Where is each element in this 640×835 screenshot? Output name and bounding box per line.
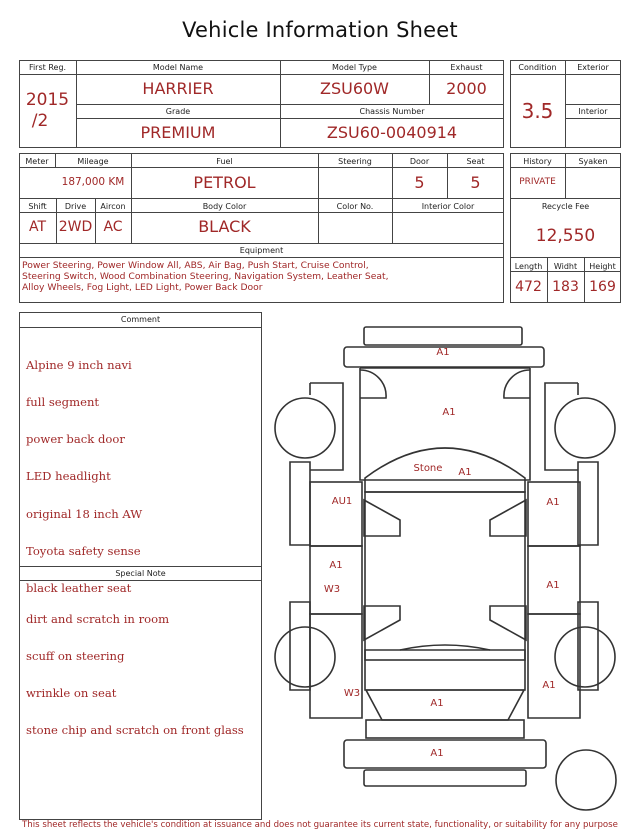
door-value: 5 <box>414 173 425 192</box>
condition-label: Condition <box>518 63 557 72</box>
comment-line: original 18 inch AW <box>26 506 143 521</box>
mileage-value: 187,000 KM <box>61 176 125 188</box>
recycle-fee-label: Recycle Fee <box>541 202 590 211</box>
shift-label: Shift <box>28 202 47 211</box>
mark-left-rear-door-a: A1 <box>329 560 343 571</box>
body-color-label: Body Color <box>202 202 247 211</box>
equipment-list: Power Steering, Power Window All, ABS, Air Bag, Push Start, Cruise Control, Steering Switch, Wood Combination Steering, Navigation System, Leather Seat, Alloy Wheels, Fog Light, LED Light, Power Back Door <box>22 260 389 293</box>
seat-value: 5 <box>470 173 481 192</box>
mileage-label: Mileage <box>77 157 109 166</box>
recycle-fee-value: 12,550 <box>535 226 596 246</box>
condition-value: 3.5 <box>521 99 554 123</box>
interior-label: Interior <box>578 107 608 116</box>
drive-value: 2WD <box>58 219 93 235</box>
fuel-value: PETROL <box>193 173 256 192</box>
first-reg-year: 2015 <box>25 90 70 110</box>
body-color-value: BLACK <box>198 217 251 236</box>
aircon-value: AC <box>103 219 123 235</box>
equipment-label: Equipment <box>239 246 284 255</box>
fuel-label: Fuel <box>216 157 233 166</box>
color-no-label: Color No. <box>336 202 374 211</box>
steering-label: Steering <box>338 157 372 166</box>
width-value: 183 <box>552 279 579 295</box>
model-name: HARRIER <box>142 79 214 98</box>
interior-color-label: Interior Color <box>421 202 475 211</box>
comment-list <box>26 334 142 607</box>
first-reg-month: /2 <box>31 111 49 131</box>
comment-line: Alpine 9 inch navi <box>26 357 132 372</box>
special-note-line: stone chip and scratch on front glass <box>26 723 244 738</box>
mark-tailgate: A1 <box>430 698 444 709</box>
exhaust-value: 2000 <box>446 79 487 98</box>
exhaust-label: Exhaust <box>450 63 483 72</box>
history-value: PRIVATE <box>519 177 556 187</box>
mark-left-front-door: AU1 <box>331 496 353 507</box>
mark-windshield: A1 <box>458 467 472 478</box>
mark-left-rear-door-w: W3 <box>323 584 341 595</box>
mark-windshield-stone: Stone <box>413 463 443 474</box>
model-name-label: Model Name <box>152 63 204 72</box>
exterior-label: Exterior <box>577 63 609 72</box>
mark-right-rear-quarter: A1 <box>542 680 556 691</box>
mark-right-rear-door: A1 <box>546 580 560 591</box>
history-label: History <box>523 157 552 166</box>
height-value: 169 <box>589 279 616 295</box>
shift-value: AT <box>28 219 47 235</box>
comment-label: Comment <box>120 315 161 324</box>
special-note-line: scuff on steering <box>26 649 125 664</box>
grade-label: Grade <box>165 107 191 116</box>
disclaimer-footer: This sheet reflects the vehicle's condition at issuance and does not guarantee its current state, functionality, or suitability for any purpose <box>22 820 618 830</box>
sheet-title: Vehicle Information Sheet <box>182 18 458 42</box>
car-damage-diagram <box>262 312 640 820</box>
door-label: Door <box>409 157 430 166</box>
mark-right-front-door: A1 <box>546 497 560 508</box>
model-type: ZSU60W <box>319 79 389 98</box>
width-label: Widht <box>553 262 578 271</box>
syaken-label: Syaken <box>578 157 608 166</box>
model-type-label: Model Type <box>332 63 377 72</box>
mark-left-rear-quarter: W3 <box>343 688 361 699</box>
drive-label: Drive <box>64 202 87 211</box>
aircon-label: Aircon <box>100 202 126 211</box>
seat-label: Seat <box>466 157 485 166</box>
special-note-list <box>26 588 244 749</box>
chassis-number: ZSU60-0040914 <box>326 123 458 142</box>
comment-line: full segment <box>26 395 100 410</box>
grade-value: PREMIUM <box>140 123 216 142</box>
special-note-line: wrinkle on seat <box>26 686 117 701</box>
comment-line: LED headlight <box>26 469 111 484</box>
comment-line: black leather seat <box>26 581 132 596</box>
length-label: Length <box>514 262 543 271</box>
meter-label: Meter <box>25 157 49 166</box>
mark-front-bumper: A1 <box>436 347 450 358</box>
special-note-line: dirt and scratch in room <box>26 611 170 626</box>
first-reg-label: First Reg. <box>28 63 67 72</box>
height-label: Height <box>589 262 616 271</box>
mark-rear-bumper: A1 <box>430 748 444 759</box>
special-note-label: Special Note <box>115 569 166 578</box>
mark-hood: A1 <box>442 407 456 418</box>
chassis-label: Chassis Number <box>359 107 425 116</box>
comment-line: power back door <box>26 432 125 447</box>
comment-line: Toyota safety sense <box>26 543 141 558</box>
length-value: 472 <box>515 279 542 295</box>
